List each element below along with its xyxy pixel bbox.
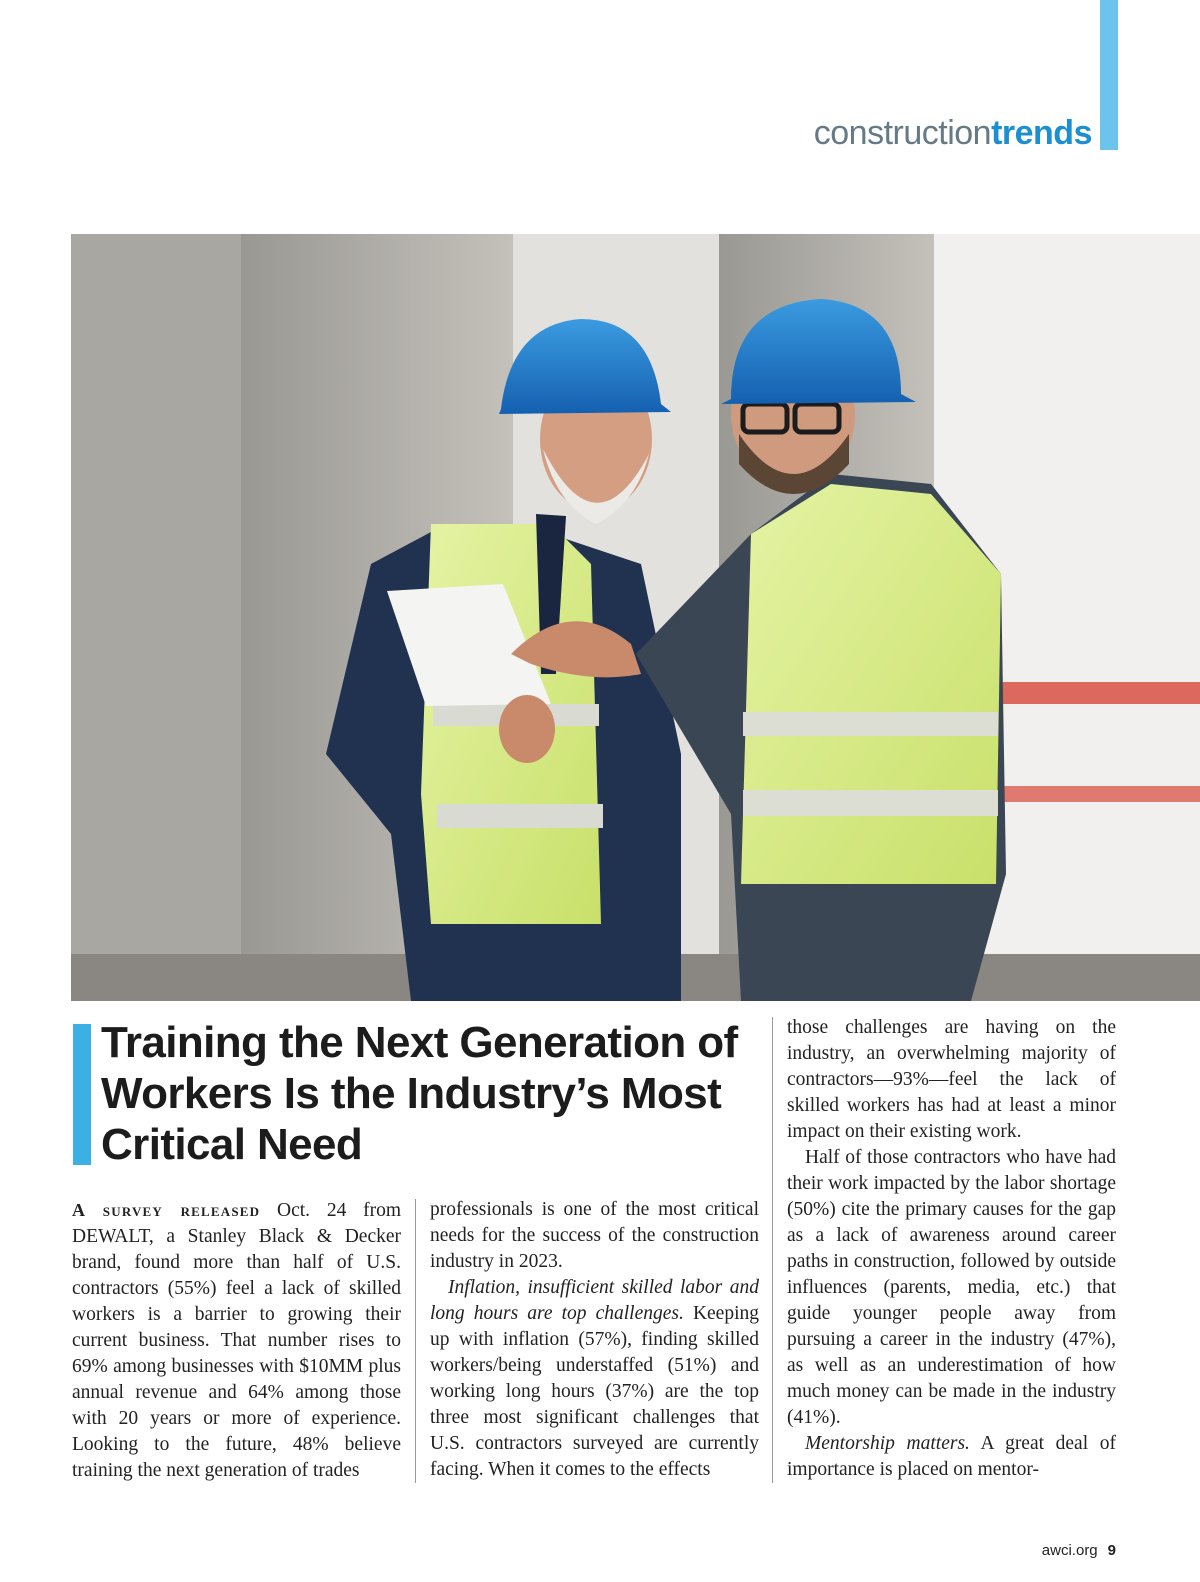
paragraph-text: A great deal of importance is placed on mentor- — [787, 1433, 1116, 1480]
page-number: 9 — [1107, 1542, 1116, 1559]
section-title-bold: trends — [991, 114, 1092, 152]
paragraph: those challenges are having on the industry, an overwhelming majority of contractors—93%—feel the lack of skilled workers has had at least a minor impact on their existing work. — [787, 1017, 1116, 1142]
column-divider — [772, 1017, 773, 1483]
subhead-italic: Inflation, insufficient skilled labor and long hours are top challenges. — [430, 1277, 759, 1324]
body-column-1 — [72, 1197, 401, 1484]
lead-in: A survey released — [72, 1200, 261, 1220]
subhead-italic: Mentorship matters. — [805, 1433, 970, 1454]
paragraph: Half of those contractors who have had their work impacted by the labor shortage (50%) cite the primary causes for the gap as a lack of awareness around career paths in construction, followed by outside influences (parents, media, etc.) that guide younger people away from pursuing a career in the industry (47%), as well as an underestimation of how much money can be made in the industry (41%). — [787, 1147, 1116, 1428]
site-url: awci.org — [1041, 1542, 1098, 1559]
section-accent-bar — [1100, 0, 1118, 150]
paragraph — [72, 1197, 401, 1484]
section-title — [814, 116, 1092, 150]
page-footer — [1042, 1542, 1116, 1559]
paragraph — [787, 1431, 1116, 1483]
section-title-light: construction — [813, 114, 992, 152]
article-headline: Training the Next Generation of Workers Is the Industry’s Most Critical Need — [101, 1018, 738, 1169]
paragraph-text: Keeping up with inflation (57%), finding skilled workers/being understaffed (51%) and working long hours (37%) are the top three most significant challenges that U.S. contractors surveyed are currently facing. When it comes to the effects — [430, 1303, 759, 1480]
article-photo — [71, 234, 1200, 1001]
paragraph — [430, 1275, 759, 1483]
body-column-3 — [787, 1015, 1116, 1483]
paragraph-text: Oct. 24 from DEWALT, a Stanley Black & Decker brand, found more than half of U.S. contractors (55%) feel a lack of skilled workers is a barrier to growing their current business. That number rises to 69% among businesses with $10MM plus annual revenue and 64% among those with 20 years or more of experience. Looking to the future, 48% believe training the next generation of trades — [72, 1200, 401, 1481]
two-engineers-in-hard-hats-icon — [71, 234, 1200, 1001]
headline-accent-bar — [73, 1024, 91, 1165]
paragraph: professionals is one of the most critical needs for the success of the construction industry in 2023. — [430, 1199, 759, 1272]
column-divider — [415, 1199, 416, 1483]
body-column-2 — [430, 1197, 759, 1483]
